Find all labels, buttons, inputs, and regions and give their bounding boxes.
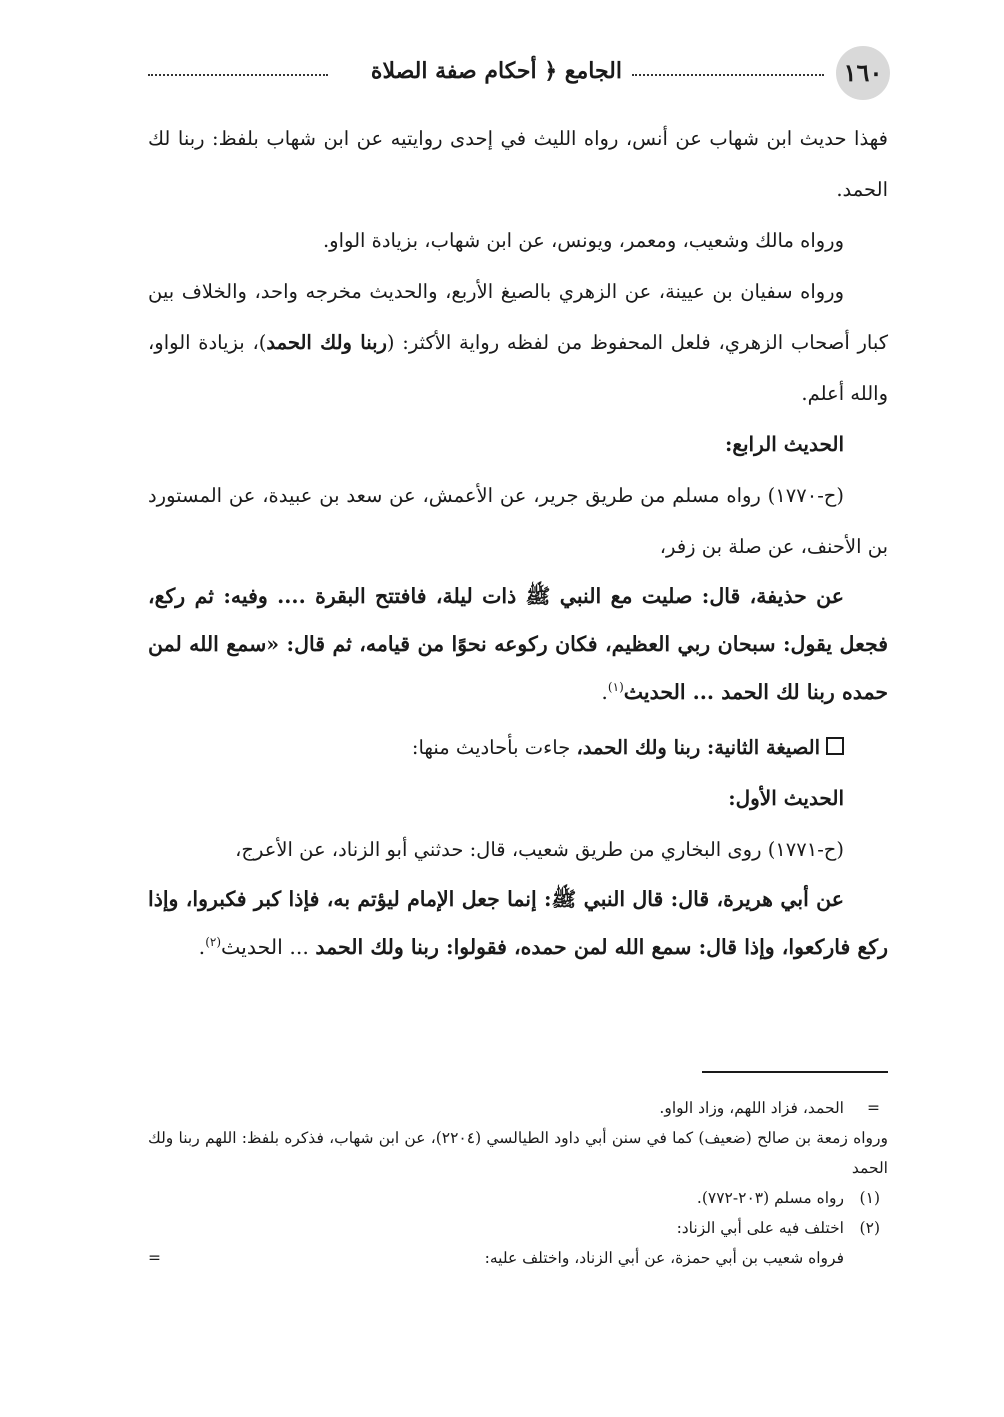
- footnote-line: [148, 1123, 888, 1183]
- paragraph-text: )، بزيادة الواو، والله أعلم.: [148, 331, 888, 405]
- paragraph: فهذا حديث ابن شهاب عن أنس، رواه الليث في إحدى روايتيه عن ابن شهاب بلفظ: ربنا لك الحمد.: [148, 127, 888, 201]
- section-line: [148, 722, 888, 773]
- page-header: [148, 46, 890, 102]
- paragraph-text: ورواه سفيان بن عيينة، عن الزهري بالصيغ الأربع، والحديث مخرجه واحد، والخلاف بين كبار أصحاب الزهري، فلعل المحفوظ من لفظه رواية الأكثر: (: [148, 280, 888, 354]
- footnote-ref: (٢): [205, 935, 222, 950]
- footnote-continuation: [148, 1093, 888, 1123]
- footnote-text: فرواه شعيب بن أبي حمزة، عن أبي الزناد، واختلف عليه:: [484, 1249, 844, 1267]
- continuation-mark: =: [148, 1249, 161, 1267]
- section-title: الصيغة الثانية: ربنا ولك الحمد،: [576, 736, 820, 759]
- footnote-text: رواه مسلم (٢٠٣-٧٧٢).: [696, 1189, 844, 1207]
- footnotes: [148, 1093, 888, 1273]
- hadith-body: عن أبي هريرة، قال: قال النبي ﷺ: إنما جعل الإمام ليؤتم به، فإذا كبر فكبروا، وإذا ركع فاركعوا، وإذا قال: سمع الله لمن حمده، فقولوا: ربنا ولك الحمد: [148, 887, 888, 959]
- footnote-number: (١): [859, 1189, 880, 1207]
- header-dotted-rule: [148, 74, 328, 76]
- footnote-ref: (١): [607, 680, 624, 695]
- paragraph: ورواه مالك وشعيب، ومعمر، ويونس، عن ابن شهاب، بزيادة الواو.: [322, 229, 844, 252]
- footnote-number: (٢): [859, 1219, 880, 1237]
- continuation-mark: =: [867, 1099, 880, 1117]
- section-text: جاءت بأحاديث منها:: [411, 736, 577, 759]
- page-number: ١٦٠: [836, 46, 890, 100]
- footnote-text: ورواه زمعة بن صالح (ضعيف) كما في سنن أبي داود الطيالسي (٢٢٠٤)، عن ابن شهاب، فذكره بلفظ: اللهم ربنا ولك الحمد: [148, 1129, 888, 1177]
- hadith-text: [148, 572, 888, 716]
- header-dotted-rule: [632, 74, 824, 76]
- footnote-2: [148, 1213, 888, 1243]
- paragraph: (ح-١٧٧١) روى البخاري من طريق شعيب، قال: حدثني أبو الزناد، عن الأعرج،: [235, 838, 844, 861]
- footnote-1: [148, 1183, 888, 1213]
- book-title: الجامع ﴿ أحكام صفة الصلاة: [370, 58, 622, 84]
- paragraph: (ح-١٧٧٠) رواه مسلم من طريق جرير، عن الأعمش، عن سعد بن عبيدة، عن المستورد بن الأحنف، عن صلة بن زفر،: [148, 484, 888, 558]
- footnote-line: [148, 1243, 888, 1273]
- hadith-heading: الحديث الرابع:: [724, 432, 844, 456]
- bold-phrase: ربنا ولك الحمد: [266, 331, 387, 354]
- footnote-text: اختلف فيه على أبي الزناد:: [676, 1219, 844, 1237]
- hadith-heading: الحديث الأول:: [728, 786, 844, 810]
- hadith-text: [148, 875, 888, 971]
- hadith-body: عن حذيفة، قال: صليت مع النبي ﷺ ذات ليلة، فافتتح البقرة .... وفيه: ثم ركع، فجعل يقول: سبحان ربي العظيم، فكان ركوعه نحوًا من قيامه، ثم قال: «سمع الله لمن حمده ربنا لك الحمد ... الحديث: [148, 584, 888, 704]
- paragraph: [148, 266, 888, 419]
- main-text: [148, 113, 888, 971]
- punctuation: .: [601, 680, 608, 704]
- hadith-suffix: ... الحديث: [221, 935, 316, 959]
- footnote-text: الحمد، فزاد اللهم، وزاد الواو.: [659, 1099, 844, 1117]
- footnote-separator: [702, 1071, 888, 1073]
- checkbox-square-icon: [826, 737, 844, 755]
- punctuation: .: [198, 935, 206, 959]
